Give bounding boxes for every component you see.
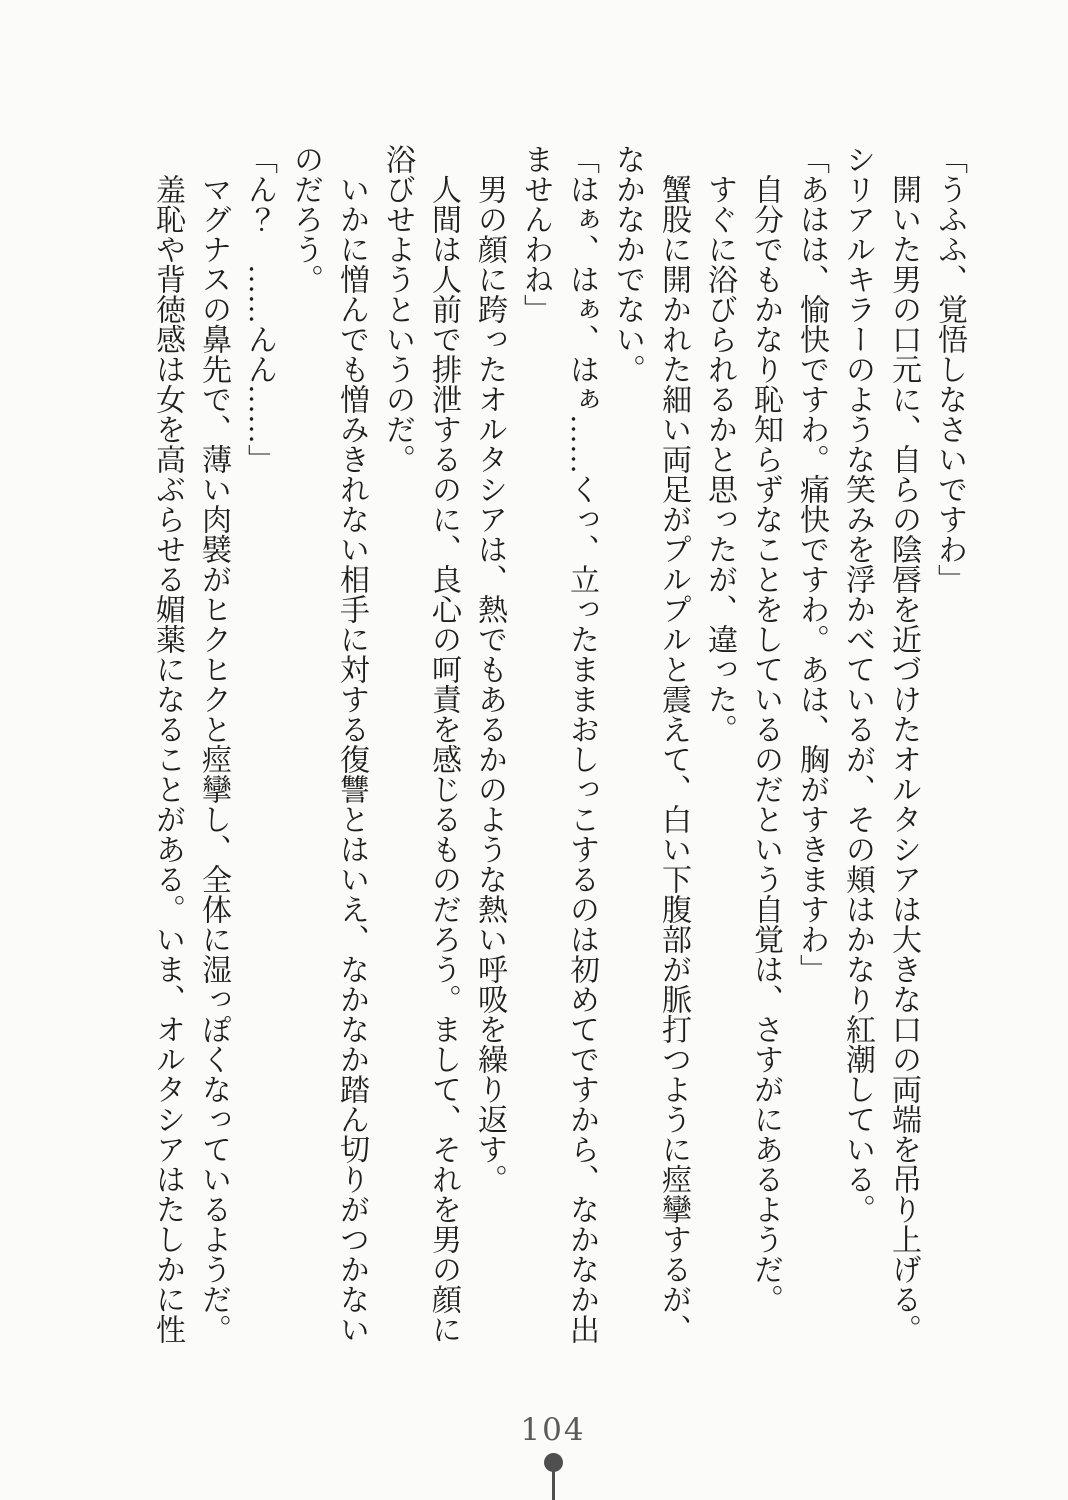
vertical-text-block [144, 144, 972, 1348]
bullet-stem-ornament [552, 1468, 555, 1500]
paragraph-6: 蟹股に開かれた細い両足がプルプルと震えて、白い下腹部が脈打つように痙攣するが、なかなかでない。 [611, 144, 690, 1344]
paragraph-5: すぐに浴びられるかと思ったが、違った。 [703, 174, 736, 744]
paragraph-12: マグナスの鼻先で、薄い肉襞がヒクヒクと痙攣し、全体に湿っぽくなっているようだ。 [197, 174, 230, 1344]
paragraph-1: 「うふふ、覚悟しなさいですわ」 [933, 144, 966, 594]
paragraph-4: 自分でもかなり恥知らずなことをしているのだという自覚は、さすがにあるようだ。 [749, 174, 782, 1314]
paragraph-9: 人間は人前で排泄するのに、良心の呵責を感じるものだろう。まして、それを男の顔に浴びせようというのだ。 [381, 144, 460, 1344]
paragraph-7: 「はぁ、はぁ、はぁ……くっ、立ったままおしっこするのは初めてですから、なかなか出ませんわね」 [519, 144, 598, 1344]
paragraph-3: 「あはは、愉快ですわ。痛快ですわ。あは、胸がすきますわ」 [795, 144, 828, 984]
paragraph-13: 羞恥や背徳感は女を高ぶらせる媚薬になることがある。いま、オルタシアはたしかに性 [151, 174, 184, 1344]
paragraph-10: いかに憎んでも憎みきれない相手に対する復讐とはいえ、なかなか踏ん切りがつかないのだろう。 [289, 144, 368, 1344]
page-number: 104 [520, 1412, 586, 1448]
paragraph-2: 開いた男の口元に、自らの陰唇を近づけたオルタシアは大きな口の両端を吊り上げる。シリアルキラーのような笑みを浮かべているが、その頬はかなり紅潮している。 [841, 144, 920, 1344]
paragraph-11: 「ん？ ……んん……」 [243, 144, 276, 474]
paragraph-8: 男の顔に跨ったオルタシアは、熱でもあるかのような熱い呼吸を繰り返す。 [473, 174, 506, 1194]
